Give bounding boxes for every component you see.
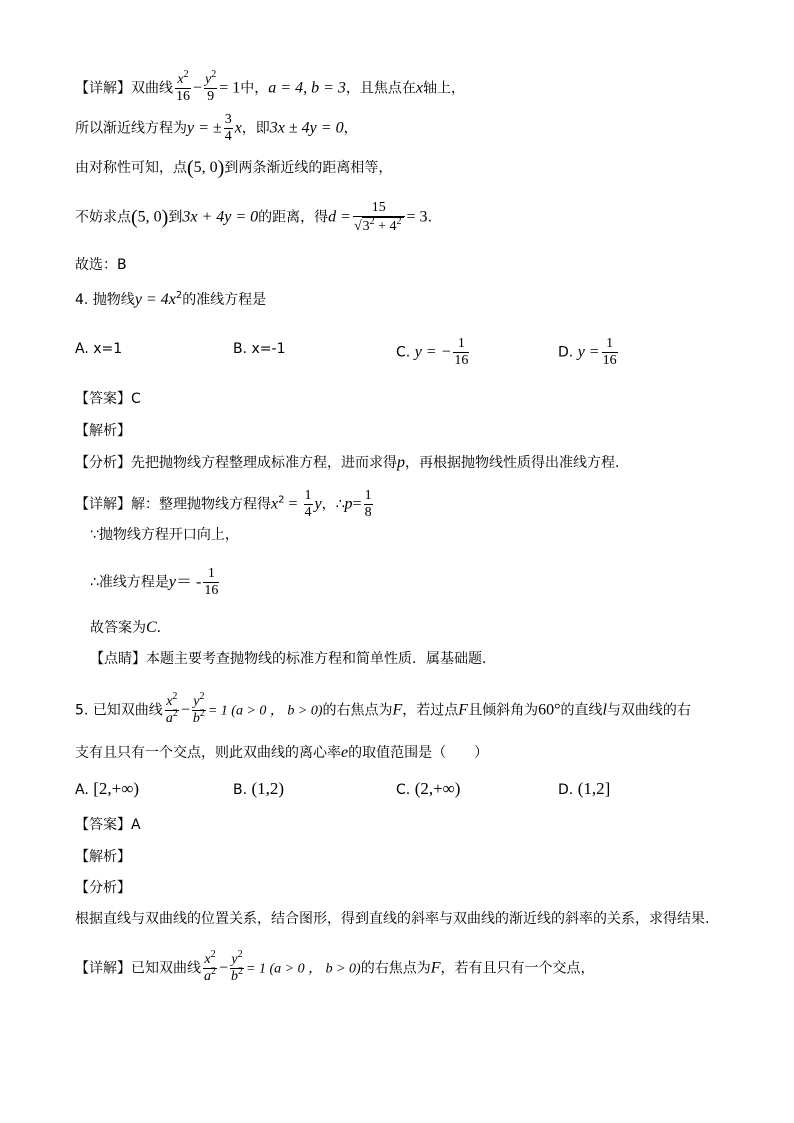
analysis-line: 【分析】先把抛物线方程整理成标准方程，进而求得p，再根据抛物线性质得出准线方程． xyxy=(75,454,629,471)
final-answer-line: 故答案为C． xyxy=(90,619,171,636)
detail-tag: 【详解】 xyxy=(75,80,131,97)
q5-option-b: B. (1,2) xyxy=(233,779,285,798)
q5-fenxi-label: 【分析】 xyxy=(75,880,131,896)
option-a: A. x=1 xyxy=(75,341,123,357)
fraction-y2-over-9: $\frac{y^2}{9}$ xyxy=(205,69,217,105)
q5-option-c: C. (2,+∞) xyxy=(396,779,461,798)
asymptote-line: 所以渐近线方程为y = ± $\frac{3}{4}$ x，即3x ± 4y = 0， xyxy=(75,112,358,145)
distance-fraction: $\frac{15}{√3^2 + 4^2}$ xyxy=(353,200,405,235)
option-c: C. y = − $\frac{1}{16}$ xyxy=(396,336,469,369)
fraction-x2-over-16: $\frac{x^2}{16}$ xyxy=(176,69,190,105)
answer-value: C xyxy=(131,391,141,407)
opening-line: ∵抛物线方程开口向上， xyxy=(90,527,239,543)
choice-b-line: 故选：B xyxy=(75,257,127,273)
q5-option-a: A. [2,+∞) xyxy=(75,779,140,798)
q5-analysis-text: 根据直线与双曲线的位置关系，结合图形，得到直线的斜率与双曲线的渐近线的斜率的关系，求得结果. xyxy=(75,911,710,927)
answer-value: A xyxy=(131,817,141,833)
sqrt-icon: √ xyxy=(353,219,362,235)
answer-line: 【答案】C xyxy=(75,391,141,407)
q5-answer-line: 【答案】A xyxy=(75,817,141,833)
q5-jiexi-label: 【解析】 xyxy=(75,849,131,865)
comment-line: 【点睛】本题主要考查抛物线的标准方程和简单性质．属基础题． xyxy=(90,651,496,667)
q5-detail-line: 【详解】已知双曲线 $\frac{x^2}{a^2}$ − $\frac{y^2}{b^2}$ = 1 (a > 0 ， b > 0)的右焦点为F，若有且只有一个交点， xyxy=(75,949,595,985)
detail-line-parabola: 【详解】解：整理抛物线方程得$x^2$ = $\frac{1}{4}$ y，∴p= $\frac{1}{8}$ xyxy=(75,488,372,521)
question-number: 5. xyxy=(75,702,89,719)
line-equation: 3x + 4y = 0 xyxy=(182,208,259,226)
directrix-line: ∴准线方程是y＝ - $\frac{1}{16}$ xyxy=(90,566,219,599)
detail-line-hyperbola: 【详解】双曲线 $\frac{x^2}{16}$ − $\frac{y^2}{9}$ = 1中，a = 4, b = 3，且焦点在x轴上， xyxy=(75,69,465,105)
ab-values: a = 4, b = 3 xyxy=(268,79,346,97)
q5-option-d: D. (1,2] xyxy=(558,779,611,798)
question-number: 4. xyxy=(75,292,89,308)
option-d: D. y = $\frac{1}{16}$ xyxy=(558,336,617,369)
question-5-line2: 支有且只有一个交点，则此双曲线的离心率e的取值范围是（ ） xyxy=(75,744,489,761)
distance-line: 不妨求点(5, 0)到3x + 4y = 0的距离，得d = $\frac{15}{√3^2 + 4^2}$ = 3. xyxy=(75,200,433,235)
fraction-3-over-4: $\frac{3}{4}$ xyxy=(224,112,232,145)
question-4: 4. 抛物线$y = 4x^2$的准线方程是 xyxy=(75,290,267,308)
option-b: B. x=-1 xyxy=(233,341,286,357)
symmetry-line: 由对称性可知，点(5, 0)到两条渐近线的距离相等， xyxy=(75,157,393,179)
asymptote-equation: 3x ± 4y = 0 xyxy=(269,119,344,137)
jiexi-label: 【解析】 xyxy=(75,423,131,439)
question-5: 5. 已知双曲线 $\frac{x^2}{a^2}$ − $\frac{y^2}{b^2}$ = 1 (a > 0 ， b > 0)的右焦点为F，若过点F且倾斜角为60°的直线l与双曲线的右 xyxy=(75,691,691,727)
